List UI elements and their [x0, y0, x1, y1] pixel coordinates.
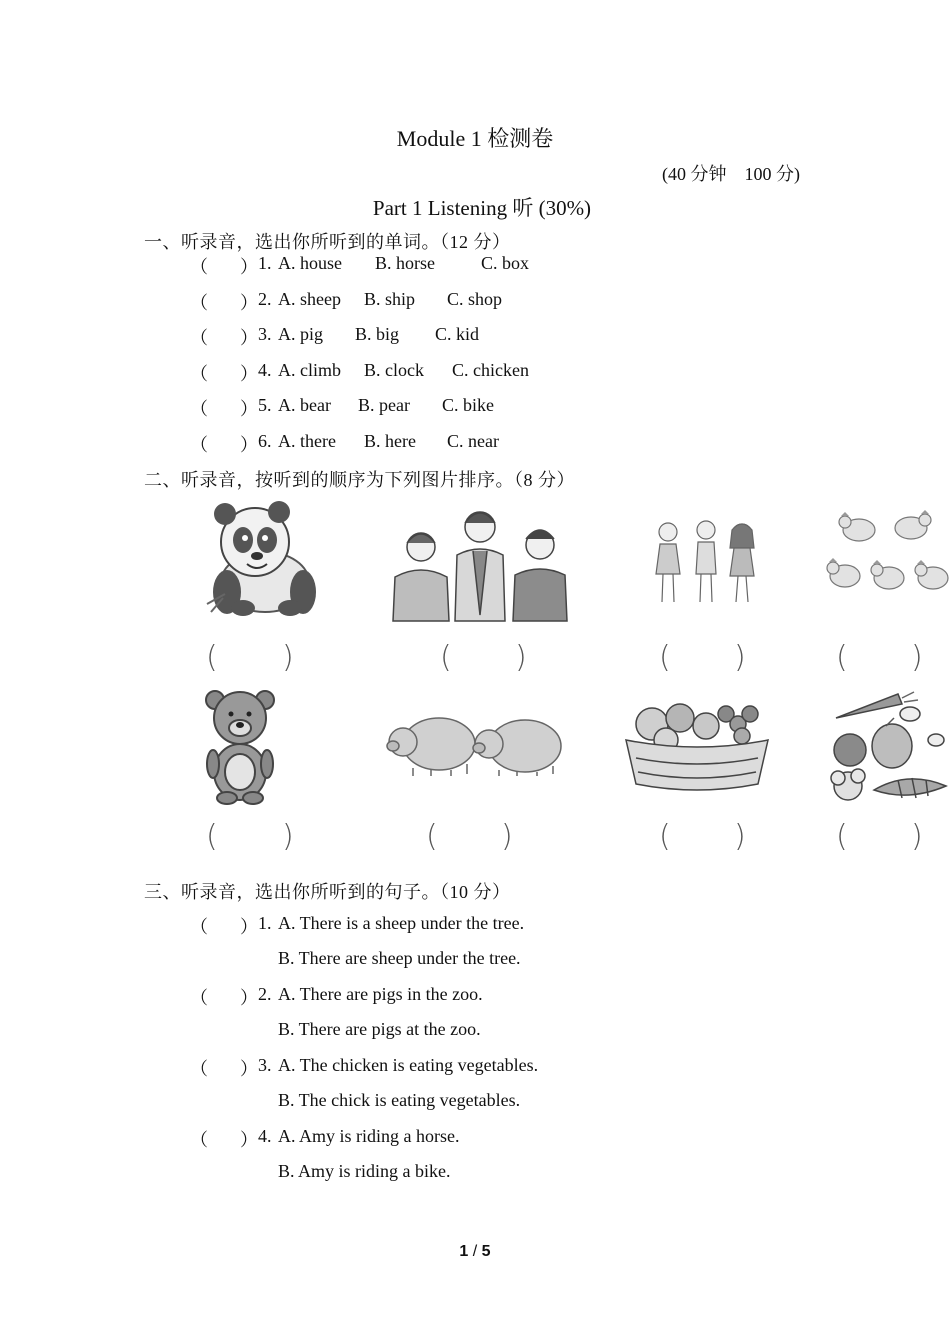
answer-bracket-close: ) [734, 819, 746, 854]
option-a: A. climb [278, 360, 341, 380]
answer-blank-open: （ [190, 364, 208, 384]
page-total: 5 [481, 1243, 491, 1260]
page-separator: / [468, 1243, 482, 1260]
page-title: Module 1 检测卷 [396, 126, 554, 151]
question-number: 3. [258, 1055, 272, 1075]
panda-picture [205, 500, 320, 618]
option-b: B. There are pigs at the zoo. [278, 1019, 481, 1039]
answer-bracket-close: ) [282, 819, 294, 854]
option-c: C. chicken [452, 360, 529, 380]
question-row [190, 253, 530, 277]
section3-heading: 三、听录音，选出你所听到的句子。（10 分） [144, 882, 511, 902]
option-a: A. there [278, 431, 336, 451]
answer-blank-open: （ [190, 257, 208, 277]
answer-blank-close: ） [240, 988, 258, 1008]
page-number [0, 1243, 950, 1261]
vegetables-picture [828, 690, 950, 808]
bear-picture [205, 688, 275, 806]
answer-blank-open: （ [190, 293, 208, 313]
answer-bracket-close: ) [501, 819, 513, 854]
question-row [190, 360, 529, 384]
answer-bracket-open: ( [426, 819, 438, 854]
option-b: B. clock [364, 360, 424, 380]
answer-bracket-close: ) [734, 640, 746, 675]
question-row [190, 395, 494, 419]
option-a: A. Amy is riding a horse. [278, 1126, 460, 1146]
option-c: C. near [447, 431, 499, 451]
answer-blank-close: ） [240, 1130, 258, 1150]
answer-bracket-open: ( [440, 640, 452, 675]
answer-blank-open: （ [190, 988, 208, 1008]
option-b: B. Amy is riding a bike. [278, 1161, 451, 1181]
part-heading: Part 1 Listening 听 (30%) [372, 196, 592, 220]
three-boys-picture [385, 505, 577, 623]
question-row [190, 324, 480, 348]
answer-blank-close: ） [240, 917, 258, 937]
chickens-picture [825, 508, 950, 600]
answer-blank-close: ） [240, 364, 258, 384]
question-number: 1. [258, 253, 272, 273]
sentence-question-row [190, 1126, 460, 1150]
option-a: A. house [278, 253, 342, 273]
question-number: 1. [258, 913, 272, 933]
answer-bracket-close: ) [911, 640, 923, 675]
time-score-info: (40 分钟 100 分) [662, 164, 800, 184]
answer-blank-open: （ [190, 399, 208, 419]
answer-blank-close: ） [240, 435, 258, 455]
question-number: 5. [258, 395, 272, 415]
option-c: C. box [481, 253, 530, 273]
option-a: A. pig [278, 324, 323, 344]
answer-bracket-open: ( [206, 640, 218, 675]
question-row [190, 289, 503, 313]
answer-blank-close: ） [240, 328, 258, 348]
answer-bracket-open: ( [659, 819, 671, 854]
sentence-option-row [190, 1161, 451, 1185]
option-b: B. here [364, 431, 416, 451]
question-number: 4. [258, 1126, 272, 1146]
answer-blank-close: ） [240, 399, 258, 419]
question-number: 2. [258, 984, 272, 1004]
sentence-question-row [190, 984, 483, 1008]
answer-blank-close: ） [240, 1059, 258, 1079]
option-b: B. pear [358, 395, 410, 415]
answer-blank-close: ） [240, 293, 258, 313]
answer-bracket-open: ( [836, 819, 848, 854]
sentence-option-row [190, 948, 521, 972]
fruit-basket-picture [622, 696, 772, 796]
option-a: A. The chicken is eating vegetables. [278, 1055, 539, 1075]
answer-blank-open: （ [190, 328, 208, 348]
section1-heading: 一、听录音，选出你所听到的单词。（12 分） [144, 232, 511, 252]
question-row [190, 431, 499, 455]
answer-blank-open: （ [190, 1059, 208, 1079]
answer-bracket-close: ) [282, 640, 294, 675]
sentence-option-row [190, 1019, 481, 1043]
question-number: 4. [258, 360, 272, 380]
option-c: C. kid [435, 324, 480, 344]
sentence-option-row [190, 1090, 521, 1114]
option-a: A. There is a sheep under the tree. [278, 913, 525, 933]
option-b: B. ship [364, 289, 416, 309]
question-number: 6. [258, 431, 272, 451]
answer-blank-open: （ [190, 917, 208, 937]
answer-blank-open: （ [190, 435, 208, 455]
option-c: C. shop [447, 289, 503, 309]
option-a: A. There are pigs in the zoo. [278, 984, 483, 1004]
sentence-question-row [190, 913, 525, 937]
option-a: A. sheep [278, 289, 341, 309]
answer-bracket-open: ( [836, 640, 848, 675]
option-b: B. There are sheep under the tree. [278, 948, 521, 968]
answer-bracket-close: ) [515, 640, 527, 675]
option-c: C. bike [442, 395, 494, 415]
answer-blank-close: ） [240, 257, 258, 277]
answer-bracket-close: ) [911, 819, 923, 854]
section2-heading: 二、听录音，按听到的顺序为下列图片排序。（8 分） [144, 470, 575, 490]
option-b: B. The chick is eating vegetables. [278, 1090, 521, 1110]
option-b: B. big [355, 324, 400, 344]
option-a: A. bear [278, 395, 331, 415]
page-current: 1 [459, 1243, 469, 1260]
sentence-question-row [190, 1055, 539, 1079]
answer-blank-open: （ [190, 1130, 208, 1150]
answer-bracket-open: ( [659, 640, 671, 675]
question-number: 2. [258, 289, 272, 309]
option-b: B. horse [375, 253, 435, 273]
question-number: 3. [258, 324, 272, 344]
pigs-picture [383, 712, 565, 778]
answer-bracket-open: ( [206, 819, 218, 854]
three-girls-picture [650, 518, 760, 606]
